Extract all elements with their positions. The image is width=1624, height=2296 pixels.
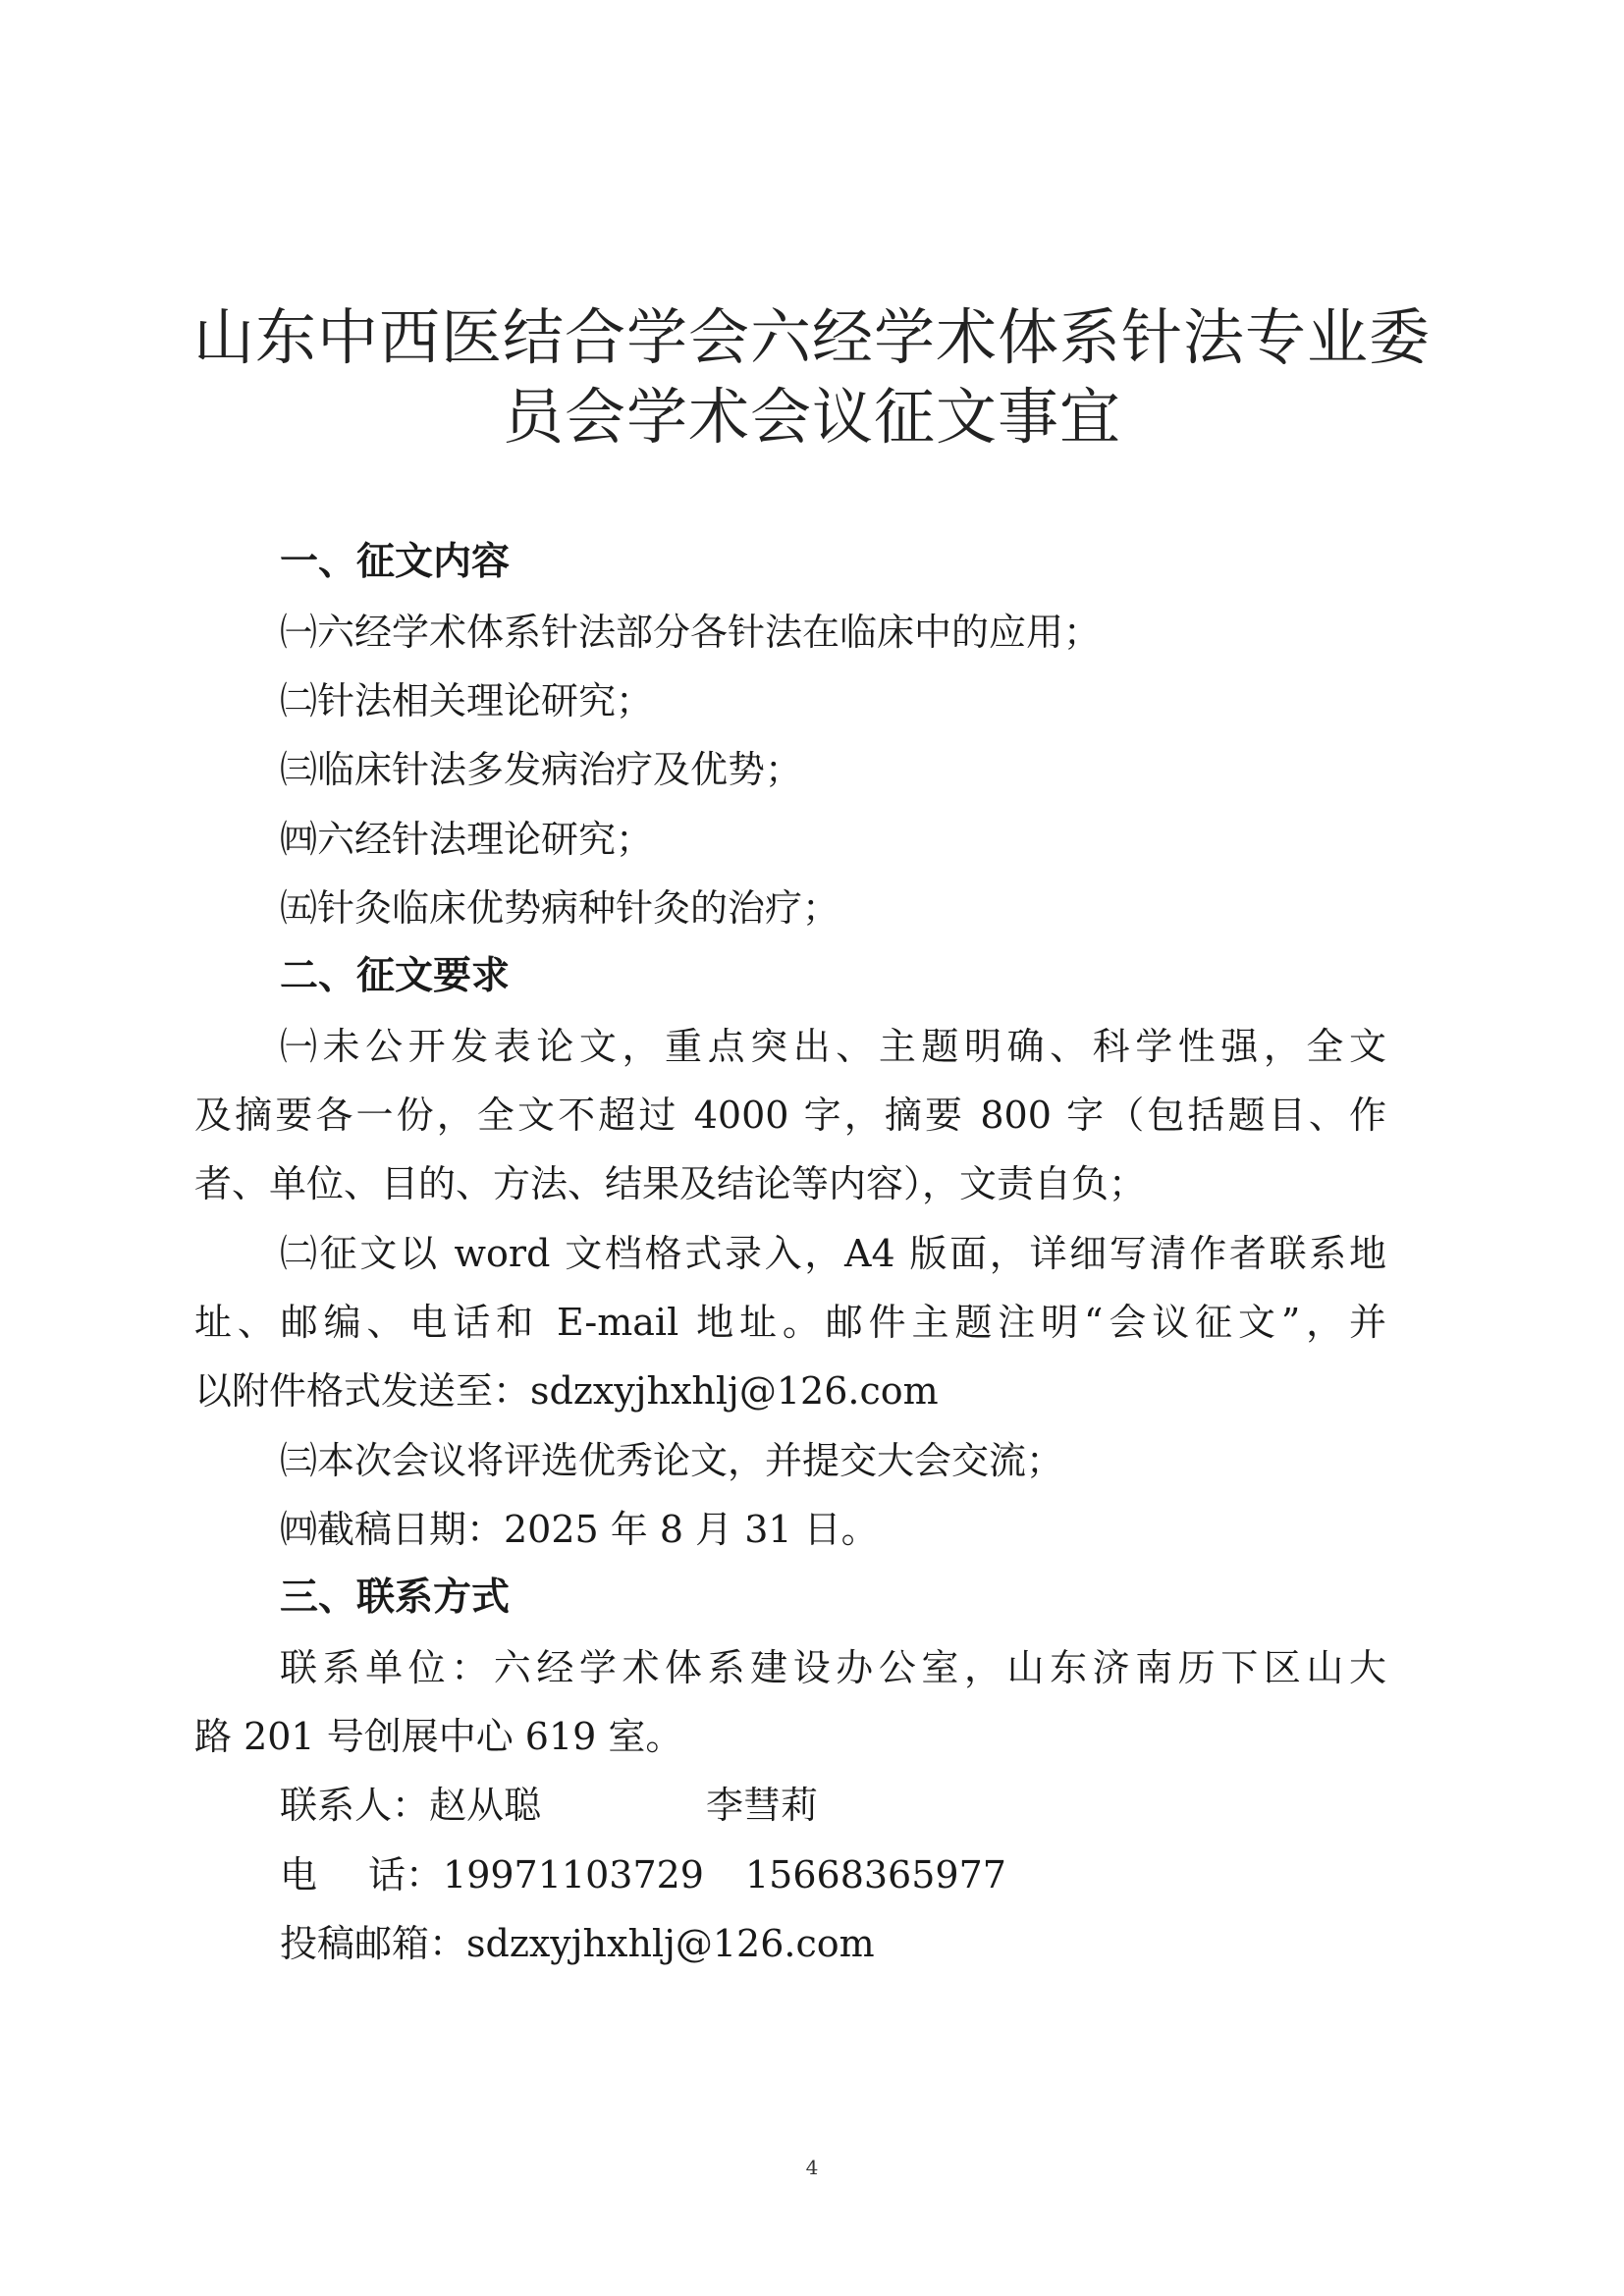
email-row [280,1922,875,1965]
contact-persons-row [280,1784,818,1827]
section-2-item-2-line-2: 址、邮编、电话和 E-mail 地址。邮件主题注明“会议征文”，并 [194,1301,1386,1344]
phone-label-part-2: 话： [368,1853,444,1896]
contact-person-1: 赵从聪 [429,1784,542,1827]
section-1-item-3: ㈢临床针法多发病治疗及优势； [280,748,803,791]
document-title-line-1: 山东中西医结合学会六经学术体系针法专业委 [192,301,1431,373]
document-title-line-2: 员会学术会议征文事宜 [502,381,1121,453]
email-label: 投稿邮箱： [280,1922,467,1965]
section-2-item-1-line-3: 者、单位、目的、方法、结果及结论等内容），文责自负； [194,1162,1147,1205]
section-2-item-1-line-2: 及摘要各一份，全文不超过 4000 字，摘要 800 字（包括题目、作 [194,1094,1386,1137]
phone-label-part-1: 电 [280,1853,318,1896]
section-1-item-4: ㈣六经针法理论研究； [280,818,654,861]
phone-number-1: 19971103729 [443,1853,704,1896]
page-number: 4 [805,2156,819,2179]
section-2-item-3: ㈢本次会议将评选优秀论文，并提交大会交流； [280,1439,1064,1482]
section-2-item-4: ㈣截稿日期：2025 年 8 月 31 日。 [280,1508,879,1551]
section-1-item-2: ㈡针法相关理论研究； [280,679,654,722]
section-3-heading: 三、联系方式 [280,1575,511,1620]
section-1-heading: 一、征文内容 [280,540,511,584]
contact-unit-line-2: 路 201 号创展中心 619 室。 [194,1715,683,1758]
section-1-item-1: ㈠六经学术体系针法部分各针法在临床中的应用； [280,611,1102,654]
phone-row [280,1853,1006,1896]
section-2-item-1-line-1: ㈠未公开发表论文，重点突出、主题明确、科学性强，全文 [280,1025,1386,1068]
section-2-heading: 二、征文要求 [280,954,511,998]
section-2-item-2-line-3: 以附件格式发送至：sdzxyjhxhlj@126.com [194,1369,939,1413]
contact-unit-line-1: 联系单位：六经学术体系建设办公室，山东济南历下区山大 [280,1646,1386,1689]
section-1-item-5: ㈤针灸临床优势病种针灸的治疗； [280,886,840,930]
email-address: sdzxyjhxhlj@126.com [466,1922,875,1965]
phone-number-2: 15668365977 [744,1853,1006,1896]
section-2-item-2-line-1: ㈡征文以 word 文档格式录入，A4 版面，详细写清作者联系地 [280,1232,1386,1275]
contact-label: 联系人： [280,1784,430,1827]
contact-person-2: 李彗莉 [706,1784,819,1827]
